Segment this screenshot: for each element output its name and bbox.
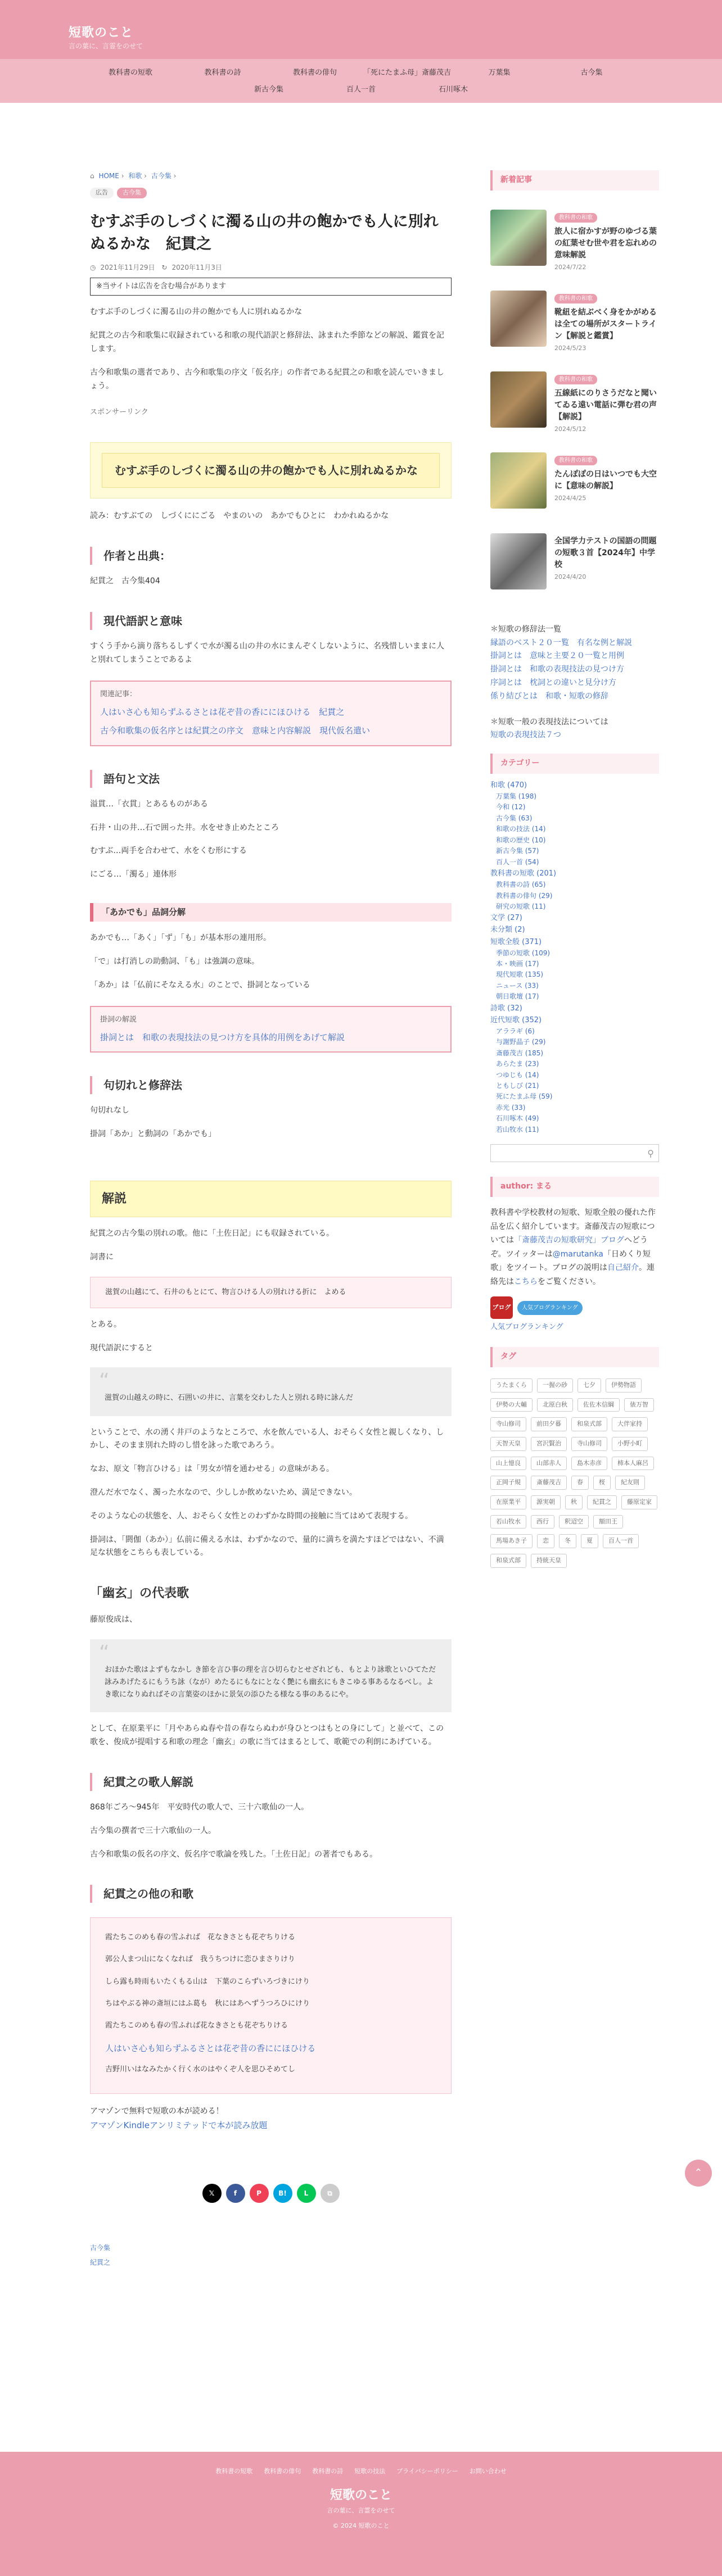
tag-link[interactable]: 斎藤茂吉 [531, 1476, 567, 1490]
category-link[interactable]: 短歌全般 (371) [490, 937, 542, 946]
tag-link[interactable]: 釈迢空 [559, 1515, 589, 1529]
nav-item[interactable]: 万葉集 [488, 69, 511, 77]
post-card[interactable] [490, 371, 659, 433]
rhetoric-item: 掛詞「あか」と動詞の「あかでも」 [90, 1130, 216, 1139]
intro-poem: むすぶ手のしづくに濁る山の井の飽かでも人に別れぬるかな [90, 307, 303, 317]
post-title[interactable]: たんぽぽの日はいつでも大空に【意味の解説】 [554, 470, 657, 491]
ad-notice: ※当サイトは広告を含む場合があります [90, 278, 452, 296]
related-articles [90, 681, 452, 746]
footer-nav [0, 2466, 722, 2477]
tag-link[interactable]: 和泉式部 [571, 1417, 607, 1431]
tag-link[interactable]: 藤原定家 [621, 1495, 657, 1509]
tag-link[interactable]: 恋 [537, 1534, 554, 1548]
category-tag[interactable]: 古今集 [117, 188, 147, 198]
yugen-quote: “ おほかた歌はよずもなかし き節を言ひ事の理を言ひ切らむとせざれども、もとより詠歌といひてただ詠みあげたるにもうち詠（なが）めたるにもなにとなく艶にも幽玄にもきこゆる事あるなるべし。よき歌になりぬればその言葉姿のほかに景気の添ひたる様なる事のあるにや。 [90, 1639, 452, 1712]
grammar-item: 石井・山の井…石で囲った井。水をせき止めたところ [90, 823, 279, 832]
footer-nav-item[interactable]: 教科書の短歌 [215, 2468, 253, 2475]
tag-link[interactable]: 在原業平 [490, 1495, 526, 1509]
article-footer-tags [90, 2242, 452, 2269]
post-title[interactable]: 靴紐を結ぶべく身をかがめるは全ての場所がスタートライン【解説と鑑賞】 [554, 308, 657, 341]
poem-box [90, 442, 452, 498]
breadcrumb-home[interactable]: HOME [98, 172, 119, 180]
kaisetsu-text: 澄んだ水でなく、濁った水なので、少ししか飲めないため、満足できない。 [90, 1487, 357, 1497]
expression-link[interactable]: 短歌の表現技法７つ [490, 731, 561, 740]
related-link[interactable]: 古今和歌集の仮名序とは紀貫之の序文 意味と内容解説 現代仮名遣い [100, 725, 371, 736]
post-card[interactable] [490, 533, 659, 595]
category-link[interactable]: 古今集 (63) [496, 814, 533, 822]
footer-nav-item[interactable]: プライバシーポリシー [396, 2468, 458, 2475]
post-thumbnail[interactable] [490, 452, 547, 509]
refresh-icon: ↻ [161, 263, 168, 271]
tag-link[interactable]: 島木赤彦 [571, 1457, 607, 1471]
published-date: 2021年11月29日 [100, 263, 155, 271]
footer-tag-link[interactable]: 紀貫之 [90, 2258, 111, 2267]
heading-rhetoric: 句切れと修辞法 [90, 1076, 452, 1094]
nav-item[interactable]: 古今集 [580, 69, 603, 77]
line-share-icon[interactable]: L [297, 2184, 316, 2203]
kaisetsu-text: そのような心の状態を、人、おそらく女性とのわずかな時間の接触に当てはめて表現する。 [90, 1511, 413, 1521]
clock-icon: ◷ [90, 263, 96, 271]
rhetoric-link[interactable]: 掛詞とは 意味と主要２０一覧と用例 [490, 651, 624, 661]
amazon-link[interactable]: アマゾンKindleアンリミテッドで本が読み放題 [90, 2120, 268, 2131]
intro-text: 古今和歌集の選者であり、古今和歌集の序文「仮名序」の作者である紀貫之の和歌を読んでいきましょう。 [90, 368, 444, 391]
tag-link[interactable]: 持統天皇 [531, 1554, 567, 1568]
post-category-badge: 教科書の和歌 [554, 375, 597, 384]
profile-item: 古今和歌集の仮名の序文、仮名序で歌論を残した。「土佐日記」の著者でもある。 [90, 1849, 377, 1859]
heading-profile: 紀貫之の歌人解説 [90, 1773, 452, 1791]
grammar-item: 溢貫…「衣貫」とあるものがある [90, 799, 208, 809]
contact-link[interactable]: こちら [514, 1277, 538, 1286]
gendai-quote: “ 滋賀の山越えの時に、石囲いの井に、言葉を交わした人と別れる時に詠んだ [90, 1367, 452, 1416]
chevron-up-icon[interactable]: ⌃ [694, 2166, 703, 2179]
tag-link[interactable]: 百人一首 [603, 1534, 639, 1548]
site-description: 言の葉に、言霊をのせて [69, 42, 143, 50]
ranking-badge[interactable]: 人気ブログランキング [517, 1301, 583, 1315]
article-dates [90, 262, 452, 273]
nav-item[interactable]: 百人一首 [346, 85, 376, 94]
intro-text: 紀貫之の古今和歌集に収録されている和歌の現代語訳と修辞法、詠まれた季節などの解説、鑑賞を記します。 [90, 331, 444, 353]
profile-item: 古今集の撰者で三十六歌仙の一人。 [90, 1826, 216, 1835]
tag-link[interactable]: 俵万智 [624, 1398, 654, 1412]
tag-link[interactable]: 佐佐木信綱 [577, 1398, 620, 1412]
tag-link[interactable]: 正岡子規 [490, 1476, 526, 1490]
tag-link[interactable]: 額田王 [593, 1515, 623, 1529]
category-link[interactable]: 死にたまふ母 (59) [496, 1092, 553, 1101]
post-card[interactable] [490, 210, 659, 271]
tag-link[interactable]: 山部赤人 [531, 1457, 567, 1471]
heading-others: 紀貫之の他の和歌 [90, 1885, 452, 1903]
category-tags [90, 185, 452, 199]
post-card[interactable] [490, 291, 659, 352]
category-link[interactable]: 与謝野晶子 (29) [496, 1038, 546, 1046]
tag-link[interactable]: 秋 [565, 1495, 583, 1509]
amazon-text: アマゾンで無料で短歌の本が読める！ [90, 2107, 224, 2116]
x-share-icon[interactable]: 𝕏 [202, 2184, 222, 2203]
category-link[interactable]: 万葉集 (198) [496, 792, 537, 801]
yugen-text: として、在原業平に「月やあらぬ春や昔の春ならぬわが身ひとつはもとの身にして」と並べて、この歌を、俊成が提唱する和歌の理念「幽玄」の歌に当てはまるとして、歌範での利朗にあげている。 [90, 1724, 444, 1747]
tag-link[interactable]: 柿本人麻呂 [612, 1457, 654, 1471]
yugen-text: 藤原俊成は、 [90, 1615, 137, 1625]
post-date: 2024/5/23 [554, 344, 586, 352]
category-link[interactable]: 和歌 (470) [490, 781, 527, 790]
share-buttons [90, 2184, 452, 2203]
tag-link[interactable]: 寺山修司 [490, 1417, 526, 1431]
footer-nav-item[interactable]: 教科書の俳句 [264, 2468, 301, 2475]
other-poems [90, 1917, 452, 2094]
nav-item[interactable]: 「死にたまふ母」斎藤茂吉 [363, 69, 451, 77]
site-title[interactable]: 短歌のこと [69, 26, 134, 40]
nav-item[interactable]: 教科書の短歌 [108, 69, 152, 77]
breadcrumb-waka[interactable]: 和歌 [128, 172, 142, 180]
akade-item: 「あか」は「仏前にそなえる水」のことで、掛詞となっている [90, 981, 310, 990]
post-thumbnail[interactable] [490, 371, 547, 428]
tag-link[interactable]: 冬 [559, 1534, 576, 1548]
other-poem: 郭公人まつ山になくなれば 我うちつけに恋ひまさりけり [105, 1955, 295, 1964]
kaisetsu-text: ということで、水の湧く井戸のようなところで、水を飲んでいる人、おそらく女性と親しくなり、しかし、そのまま別れた時のし惜を詠った歌であろう。 [90, 1427, 444, 1450]
heading-grammar: 語句と文法 [90, 770, 452, 788]
grammar-item: にごる…「濁る」連体形 [90, 870, 177, 879]
poem-reading: 読み：むすぶての しづくににごる やまのいの あかでもひとに わかれぬるかな [90, 511, 389, 521]
category-link[interactable]: 朝日歌壇 (17) [496, 992, 539, 1001]
footer-nav-item[interactable]: お問い合わせ [469, 2468, 507, 2475]
breadcrumb: ⌂ HOME › 和歌 › 古今集 › [90, 172, 177, 180]
pocket-share-icon[interactable]: P [250, 2184, 269, 2203]
rhetoric-item: 句切れなし [90, 1106, 129, 1115]
heading-kaisetsu: 解説 [90, 1181, 452, 1217]
category-link[interactable]: 詩歌 (32) [490, 1004, 522, 1013]
expression-links [490, 716, 659, 743]
post-date: 2024/4/20 [554, 573, 586, 580]
kaisetsu-text: 紀貫之の古今集の別れの歌。他に「土佐日記」にも収録されている。 [90, 1229, 334, 1239]
heading-yugen: 「幽玄」の代表歌 [90, 1586, 189, 1601]
category-link[interactable]: 近代短歌 (352) [490, 1015, 542, 1024]
tag-cloud [490, 1378, 659, 1568]
nav-item[interactable]: 教科書の俳句 [292, 69, 337, 77]
amazon-promo [90, 2105, 452, 2133]
category-link[interactable]: 未分類 (2) [490, 926, 525, 935]
tag-link[interactable]: 和泉式部 [490, 1554, 526, 1568]
kotobagaki-quote: 滋賀の山越にて、石井のもとにて、物言ひける人の別れける折に よめる [90, 1277, 452, 1308]
category-link[interactable]: 文学 (27) [490, 914, 522, 923]
article-title: むすぶ手のしづくに濁る山の井の飽かでも人に別れぬるかな 紀貫之 [90, 212, 439, 253]
post-title[interactable]: 五線紙にのりさうだなと聞いてゐる遠い電話に弾む君の声【解説】 [554, 389, 657, 422]
site-header [0, 0, 722, 59]
author-link[interactable]: 「斎藤茂吉の短歌研究」ブログ [514, 1236, 624, 1245]
category-link[interactable]: 季節の短歌 (109) [496, 949, 550, 957]
author-heading: author: まる [490, 1177, 659, 1197]
tag-link[interactable]: うたまくら [490, 1378, 533, 1393]
category-link[interactable]: 教科書の詩 (65) [496, 881, 546, 889]
facebook-share-icon[interactable]: f [226, 2184, 245, 2203]
tag-link[interactable]: 前田夕暮 [531, 1417, 567, 1431]
author-line: 紀貫之 古今集404 [90, 577, 160, 586]
category-link[interactable]: 現代短歌 (135) [496, 970, 544, 979]
related-link[interactable]: 掛詞とは 和歌の表現技法の見つけ方を具体的用例をあげて解説 [100, 1032, 345, 1042]
hatena-share-icon[interactable]: B! [273, 2184, 292, 2203]
category-link[interactable]: ニュース (33) [496, 981, 539, 990]
rhetoric-link[interactable]: 縁語のベスト２０一覧 有名な例と解説 [490, 638, 632, 647]
heading-author: 作者と出典： [90, 547, 452, 565]
tag-link[interactable]: 伊勢の大輔 [490, 1398, 533, 1412]
category-list [490, 779, 659, 1135]
other-poem: しら露も時雨もいたくもる山は 下葉のこらずいろづきにけり [105, 1977, 310, 1986]
other-poem: 霞たちこのめも春の雪ふれば 花なきさとも花ぞちりける [105, 1933, 296, 1942]
category-link[interactable]: 新古今集 (57) [496, 847, 539, 855]
tag-link[interactable]: 伊勢物語 [606, 1378, 642, 1393]
site-footer [0, 2452, 722, 2576]
nav-item[interactable]: 教科書の詩 [204, 69, 241, 77]
category-link[interactable]: 和歌の歴史 (10) [496, 836, 546, 844]
tag-link[interactable]: 山上憶良 [490, 1457, 526, 1471]
footer-category-link[interactable]: 古今集 [90, 2243, 111, 2252]
post-title[interactable]: 旅人に宿かすが野のゆづる葉の紅葉せむ世や君を忘れめの意味解説 [554, 227, 657, 260]
footer-title[interactable]: 短歌のこと [330, 2488, 392, 2502]
sidebar [490, 170, 659, 1568]
tag-link[interactable]: 天智天皇 [490, 1437, 526, 1451]
post-title[interactable]: 全国学力テストの国語の問題の短歌３首【2024年】中学校 [554, 536, 657, 569]
post-category-badge: 教科書の和歌 [554, 294, 597, 303]
tag-link[interactable]: 七夕 [577, 1378, 601, 1393]
scroll-to-top-button[interactable] [685, 2160, 712, 2187]
akade-item: あかでも…「あく」「ず」「も」が基本形の連用形。 [90, 933, 271, 943]
blog-ranking-icon[interactable]: ブログ [490, 1296, 513, 1319]
related-label: 関連記事： [100, 690, 137, 699]
sponsored-label: スポンサーリンク [90, 408, 148, 417]
category-link[interactable]: 今和 (12) [496, 803, 526, 811]
category-link[interactable]: 石川啄木 (49) [496, 1114, 539, 1123]
category-link[interactable]: 教科書の短歌 (201) [490, 869, 557, 878]
post-date: 2024/4/25 [554, 495, 586, 502]
related-label: 掛詞の解説 [100, 1015, 137, 1024]
kaisetsu-text: 詞書に [90, 1252, 114, 1262]
rhetoric-links [490, 623, 659, 704]
ad-tag: 広告 [90, 188, 114, 198]
post-body [554, 452, 659, 514]
search-input[interactable] [490, 1144, 659, 1162]
heading-akade: 「あかでも」品詞分解 [90, 903, 452, 922]
footer-description: 言の葉に、言霊をのせて [327, 2507, 395, 2515]
rhetoric-link[interactable]: 掛詞とは 和歌の表現技法の見つけ方 [490, 665, 624, 674]
kaisetsu-text: 現代語訳にすると [90, 1343, 153, 1353]
twitter-link[interactable]: @marutanka [552, 1249, 603, 1259]
post-card[interactable] [490, 452, 659, 514]
other-poem-link[interactable]: 人はいさ心も知らずふるさとは花ぞ昔の香ににほひける [105, 2043, 316, 2053]
grammar-item: むすぶ…両手を合わせて、水をくむ形にする [90, 846, 247, 856]
category-link[interactable]: 若山牧水 (11) [496, 1125, 539, 1133]
category-link[interactable]: 教科書の俳句 (29) [496, 891, 553, 900]
tag-link[interactable]: 北原白秋 [537, 1398, 573, 1412]
tag-link[interactable]: 大伴家持 [612, 1417, 648, 1431]
translation: すくう手から滴り落ちるしずくで水が濁る山の井の水にまんぞくしないように、名残惜しいままに人と別れてしまうことであるよ [90, 642, 444, 664]
post-category-badge: 教科書の和歌 [554, 213, 597, 223]
category-heading: カテゴリー [490, 754, 659, 774]
footer-nav-item[interactable]: 短歌の技法 [354, 2468, 386, 2475]
updated-date: 2020年11月3日 [172, 263, 222, 271]
main-content [90, 170, 452, 2269]
tag-link[interactable]: 馬場あき子 [490, 1534, 533, 1548]
tag-link[interactable]: 桜 [593, 1476, 611, 1490]
other-poem: 吉野川いはなみたかく行く水のはやくぞ人を思ひそめてし [105, 2065, 296, 2074]
tag-link[interactable]: 源実朝 [531, 1495, 561, 1509]
tag-heading: タグ [490, 1347, 659, 1367]
category-link[interactable]: ともしび (21) [496, 1082, 539, 1090]
expression-title: ＊短歌一般の表現技法については [490, 717, 608, 727]
post-thumbnail[interactable] [490, 291, 547, 347]
nav-item[interactable]: 石川啄木 [438, 85, 468, 94]
category-link[interactable]: 赤光 (33) [496, 1103, 526, 1112]
nav-item[interactable]: 新古今集 [254, 85, 283, 94]
post-date: 2024/5/12 [554, 425, 586, 433]
post-body [554, 291, 659, 352]
copy-link-icon[interactable]: ⧉ [321, 2184, 340, 2203]
kaisetsu-text: とある。 [90, 1319, 121, 1329]
category-link[interactable]: アララギ (6) [496, 1027, 535, 1035]
category-link[interactable]: 斎藤茂吉 (185) [496, 1049, 544, 1057]
rhetoric-title: ＊短歌の修辞法一覧 [490, 624, 561, 634]
post-body [554, 210, 659, 271]
category-link[interactable]: 研究の短歌 (11) [496, 902, 546, 910]
profile-item: 868年ごろ〜945年 平安時代の歌人で、三十六歌仙の一人。 [90, 1803, 309, 1812]
tag-link[interactable]: 夏 [581, 1534, 598, 1548]
related-kakekotoba [90, 1006, 452, 1053]
kaisetsu-text: なお、原文「物言ひける」は「男女が情を通わせる」の意味がある。 [90, 1464, 334, 1474]
tag-link[interactable]: 小野小町 [612, 1437, 648, 1451]
poem-text: むすぶ手のしづくに濁る山の井の飽かでも人に別れぬるかな [102, 453, 440, 488]
tag-link[interactable]: 紀友則 [615, 1476, 645, 1490]
post-date: 2024/7/22 [554, 264, 586, 271]
post-body [554, 533, 659, 595]
category-link[interactable]: 本・映画 (17) [496, 960, 539, 968]
post-thumbnail[interactable] [490, 533, 547, 589]
tag-link[interactable]: 宮沢賢治 [531, 1437, 567, 1451]
search-icon[interactable]: ⚲ [647, 1148, 654, 1159]
ranking-banner[interactable] [490, 1296, 659, 1319]
akade-item: 「で」は打消しの助動詞、「も」は強調の意味。 [90, 957, 259, 967]
tag-link[interactable]: 寺山修司 [571, 1437, 607, 1451]
new-posts-heading: 新着記事 [490, 170, 659, 191]
breadcrumb-kokinshu[interactable]: 古今集 [151, 172, 172, 180]
rhetoric-link[interactable]: 序詞とは 枕詞との違いと見分け方 [490, 678, 616, 687]
ranking-link[interactable]: 人気ブログランキング [490, 1323, 563, 1332]
category-link[interactable]: 和歌の技法 (14) [496, 825, 546, 833]
content-wrap [0, 103, 722, 2452]
copyright: © 2024 短歌のこと [332, 2521, 390, 2529]
author-profile: 教科書や学校教材の短歌、短歌全般の優れた作品を広く紹介しています。斎藤茂吉の短歌については「斎藤茂吉の短歌研究」ブログへどうぞ。ツイッターは@marutanka「日めくり短歌」をツイート。ブログの説明は自己紹介。連絡先はこちらをご覧ください。 [490, 1208, 656, 1286]
category-link[interactable]: あらたま (23) [496, 1060, 539, 1068]
category-link[interactable]: 百人一首 (54) [496, 858, 539, 866]
category-link[interactable]: つゆじも (14) [496, 1071, 539, 1079]
rhetoric-link[interactable]: 係り結びとは 和歌・短歌の修辞 [490, 691, 608, 701]
tag-link[interactable]: 紀貫之 [587, 1495, 617, 1509]
about-link[interactable]: 自己紹介 [607, 1263, 639, 1273]
tag-link[interactable]: 春 [571, 1476, 589, 1490]
other-poem: ちはやぶる神の斎垣にはふ葛も 秋にはあへずうつろひにけり [105, 1999, 310, 2008]
related-link[interactable]: 人はいさ心も知らずふるさとは花ぞ昔の香ににほひける 紀貫之 [100, 706, 345, 717]
other-poem: 霞たちこのめも春の雪ふれば花なきさとも花ぞちりける [105, 2021, 288, 2030]
post-body [554, 371, 659, 433]
heading-translation: 現代語訳と意味 [90, 612, 452, 630]
tag-link[interactable]: 一握の砂 [537, 1378, 573, 1393]
tag-link[interactable]: 若山牧水 [490, 1515, 526, 1529]
post-thumbnail[interactable] [490, 210, 547, 266]
tag-link[interactable]: 西行 [531, 1515, 554, 1529]
global-nav [0, 59, 722, 103]
footer-nav-item[interactable]: 教科書の詩 [312, 2468, 344, 2475]
kaisetsu-text: 掛詞は、「閼伽（あか）」仏前に備える水は、わずかなので、量的に満ちを満たすほどではない、不満足な状態をこちらも表している。 [90, 1535, 444, 1558]
post-category-badge: 教科書の和歌 [554, 456, 597, 465]
